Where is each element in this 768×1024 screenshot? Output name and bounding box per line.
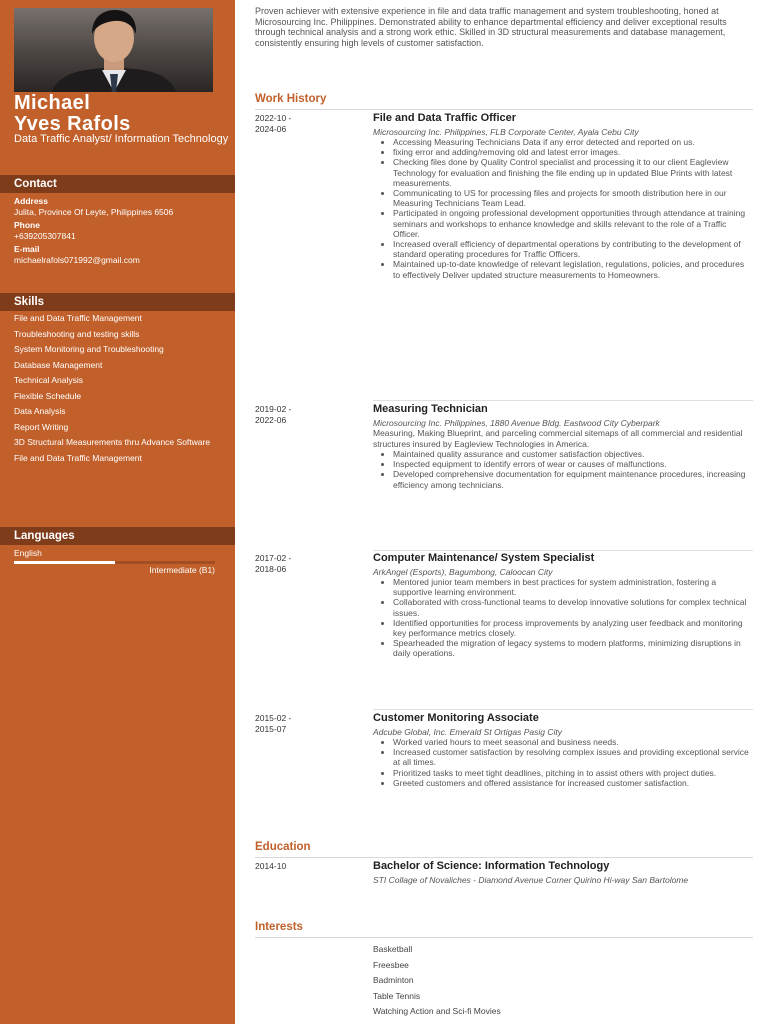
job-bullets: [373, 577, 749, 659]
job-date-start: 2015-02 -: [255, 713, 292, 723]
job-date-start: 2017-02 -: [255, 553, 292, 563]
person-name: [14, 93, 229, 135]
job-bullet: • Mentored junior team members in best practices for system administration, fostering a supportive learning environment.: [393, 577, 749, 597]
contact-heading: Contact: [0, 175, 235, 193]
divider: [373, 400, 753, 401]
job-date-end: 2015-07: [255, 723, 287, 734]
skill-item: Database Management: [14, 359, 103, 370]
professional-summary: Proven achiever with extensive experience in file and data traffic management and system troubleshooting, honed at Microsourcing Inc. Philippines. Demonstrated ability to enhance departmental efficiency and deliver exceptional results through technical analysis and a strong work ethic. Skilled in 3D structural measurements and database management, consistently ensuring high levels of customer satisfaction.: [255, 6, 727, 49]
email-value[interactable]: michaelrafols071992@gmail.com: [14, 254, 140, 265]
phone-label: Phone: [14, 220, 40, 230]
language-name: English: [14, 548, 42, 558]
job-date-end: 2018-06: [255, 563, 287, 574]
job-bullet: • Communicating to US for processing files and projects for smooth distribution here in our Measuring Technicians Team Lead.: [393, 188, 749, 208]
education-date: 2014-10: [255, 861, 287, 871]
job-date-start: 2022-10 -: [255, 113, 292, 123]
job-date-end: 2024-06: [255, 123, 287, 134]
job-title: Measuring Technician: [373, 403, 488, 415]
interest-item: Badminton: [373, 975, 414, 985]
skill-item: Troubleshooting and testing skills: [14, 328, 140, 339]
interest-item: Watching Action and Sci-fi Movies: [373, 1006, 501, 1016]
skill-item: Flexible Schedule: [14, 390, 82, 401]
job-bullet: • Increased overall efficiency of departmental operations by contributing to the development of standard operating procedures for Traffic Officers.: [393, 239, 749, 259]
job-date-start: 2019-02 -: [255, 404, 292, 414]
job-bullets: [373, 449, 749, 490]
language-proficiency-fill: [14, 561, 115, 564]
job-company: Microsourcing Inc. Philippines, 1880 Avenue Bldg. Eastwood City Cyberpark: [373, 417, 660, 428]
job-bullet: • Accessing Measuring Technicians Data if any error detected and reported on us.: [393, 137, 749, 147]
interest-item: Basketball: [373, 944, 413, 954]
language-proficiency-bar: [14, 561, 215, 564]
job-bullet: • Maintained quality assurance and customer satisfaction objectives.: [393, 449, 749, 459]
language-level: Intermediate (B1): [149, 565, 215, 575]
language-item: [14, 548, 215, 575]
skills-list: [14, 313, 226, 468]
job-dates: [255, 404, 365, 425]
job-bullet: • Maintained up-to-date knowledge of relevant legislation, regulations, policies, and procedures to effectively Deliver updated structure measurements to Homeowners.: [393, 259, 749, 279]
job-dates: [255, 113, 365, 134]
job-dates: [255, 713, 365, 734]
job-bullet: • Participated in ongoing professional development opportunities through attendance at training seminars and workshops to enhance knowledge and skills relevant to the role of a Traffic Officer.: [393, 208, 749, 239]
job-bullet: • Inspected equipment to identify errors of wear or causes of malfunctions.: [393, 459, 749, 469]
job-bullets: [373, 737, 749, 788]
degree: Bachelor of Science: Information Technology: [373, 860, 610, 872]
phone-value[interactable]: +639205307841: [14, 230, 76, 241]
job-title: Customer Monitoring Associate: [373, 712, 539, 724]
skill-item: Technical Analysis: [14, 375, 83, 385]
profile-photo: [14, 8, 213, 92]
skills-heading: Skills: [0, 293, 235, 311]
skill-item: 3D Structural Measurements thru Advance Software: [14, 437, 211, 447]
first-name: Michael: [14, 92, 91, 114]
job-date-end: 2022-06: [255, 414, 287, 425]
skill-item: File and Data Traffic Management: [14, 452, 142, 463]
job-company: ArkAngel (Esports), Bagumbong, Caloocan City: [373, 566, 553, 577]
last-name: Yves Rafols: [14, 113, 131, 135]
job-bullet: • Increased customer satisfaction by resolving complex issues and providing exceptional service at all times.: [393, 747, 749, 767]
skill-item: Data Analysis: [14, 406, 66, 416]
skill-item: File and Data Traffic Management: [14, 313, 142, 323]
job-company: Microsourcing Inc. Philippines, FLB Corporate Center, Ayala Cebu City: [373, 126, 639, 137]
sidebar: [0, 0, 235, 1024]
job-dates: [255, 553, 365, 574]
job-bullet: • Identified opportunities for process improvements by analyzing user feedback and monitoring key performance metrics closely.: [393, 618, 749, 638]
school: STI Collage of Novaliches - Diamond Avenue Corner Quirino Hi-way San Bartolome: [373, 874, 689, 885]
job-description: Measuring, Making Blueprint, and parceling commercial sitemaps of all commercial and residential structures insured by Eagleview Technologies in America.: [373, 428, 743, 449]
education-heading: Education: [255, 840, 753, 858]
divider: [373, 709, 753, 710]
divider: [373, 550, 753, 551]
address-value: Julita, Province Of Leyte, Philippines 6506: [14, 206, 174, 217]
job-title: Computer Maintenance/ System Specialist: [373, 552, 595, 564]
address-label: Address: [14, 196, 49, 206]
interest-item: Table Tennis: [373, 990, 421, 1001]
job-bullet: • Spearheaded the migration of legacy systems to modern platforms, minimizing disruptions in daily operations.: [393, 638, 749, 658]
interests-heading: Interests: [255, 920, 753, 938]
job-bullet: • Worked varied hours to meet seasonal and business needs.: [393, 737, 749, 747]
job-bullet: • fixing error and adding/removing old and latest error images.: [393, 147, 749, 157]
skill-item: System Monitoring and Troubleshooting: [14, 344, 164, 354]
interest-item: Freesbee: [373, 959, 409, 970]
job-company: Adcube Global, Inc. Emerald St Ortigas Pasig City: [373, 726, 562, 737]
job-title: File and Data Traffic Officer: [373, 112, 517, 124]
work-history-heading: Work History: [255, 92, 753, 110]
job-bullet: • Checking files done by Quality Control specialist and processing it to our client Eagleview Technology for evaluation and finishing the file ending up in updated Blue Prints with latest measurements.: [393, 157, 749, 188]
job-bullet: • Prioritized tasks to meet tight deadlines, pitching in to assist others with project duties.: [393, 768, 749, 778]
job-bullet: • Greeted customers and offered assistance for increased customer satisfaction.: [393, 778, 749, 788]
job-bullet: • Collaborated with cross-functional teams to develop innovative solutions for complex technical issues.: [393, 597, 749, 617]
skill-item: Report Writing: [14, 421, 69, 432]
job-bullet: • Developed comprehensive documentation for equipment maintenance procedures, increasing efficiency among technicians.: [393, 469, 749, 489]
contact-section: [14, 196, 226, 268]
interests-list: [373, 942, 749, 1020]
email-label: E-mail: [14, 244, 40, 254]
job-title: Data Traffic Analyst/ Information Technology: [14, 133, 229, 145]
languages-heading: Languages: [0, 527, 235, 545]
job-bullets: [373, 137, 749, 280]
